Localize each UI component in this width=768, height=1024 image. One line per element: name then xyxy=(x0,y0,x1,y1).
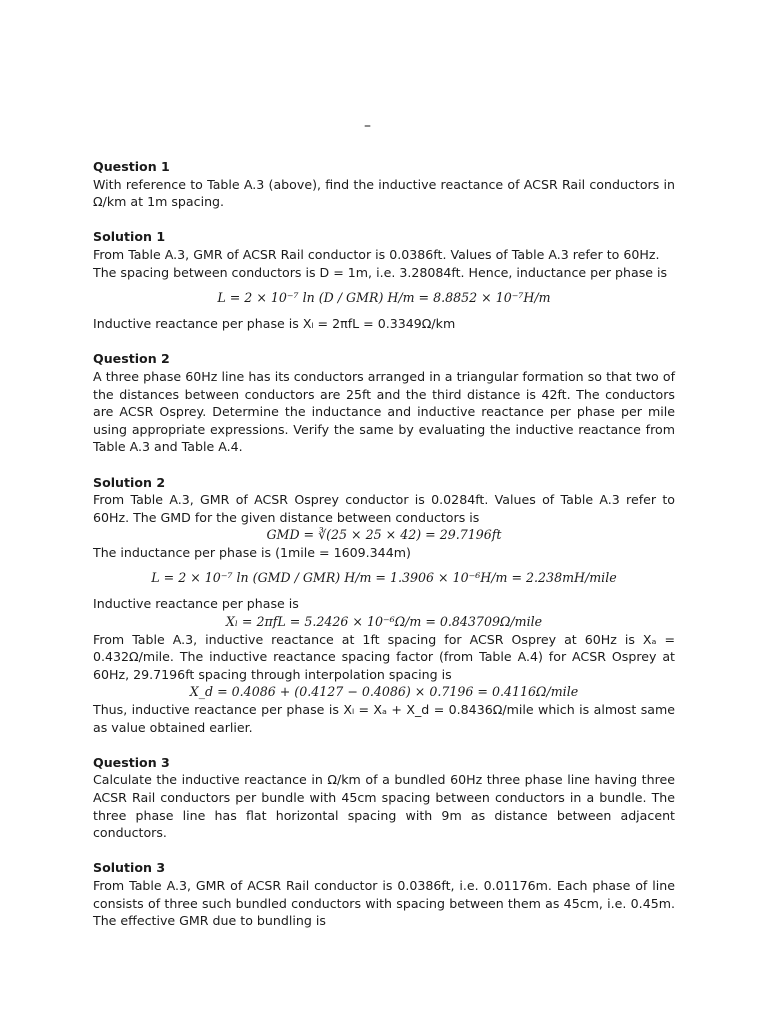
question-3-body: Calculate the inductive reactance in Ω/km of a bundled 60Hz three phase line having three ACSR Rail conductors per bundle with 45cm spacing between conductors in a bundle. The three phase line has flat horizontal spacing with 9m as distance between adjacent conductors. xyxy=(93,772,675,841)
solution-1-line-3: Inductive reactance per phase is Xₗ = 2πfL = 0.3349Ω/km xyxy=(93,316,456,332)
document-body xyxy=(93,158,675,947)
solution-2-title: Solution 2 xyxy=(93,474,166,490)
solution-1-line-1: From Table A.3, GMR of ACSR Rail conductor is 0.0386ft. Values of Table A.3 refer to 60Hz. xyxy=(93,246,660,262)
solution-2-line-2: The inductance per phase is (1mile = 1609.344m) xyxy=(93,544,411,560)
solution-2-equation-inductance: L = 2 × 10⁻⁷ ln (GMD / GMR) H/m = 1.3906 × 10⁻⁶H/m = 2.238mH/mile xyxy=(151,570,617,586)
solution-3 xyxy=(93,859,675,929)
solution-2-line-3: Inductive reactance per phase is xyxy=(93,596,299,612)
solution-2-line-1: From Table A.3, GMR of ACSR Osprey conductor is 0.0284ft. Values of Table A.3 refer to 60Hz. The GMD for the given distance between conductors is xyxy=(93,492,675,525)
solution-2 xyxy=(93,474,675,737)
question-2-title: Question 2 xyxy=(93,351,170,367)
question-1-body: With reference to Table A.3 (above), find the inductive reactance of ACSR Rail conductors in Ω/km at 1m spacing. xyxy=(93,176,675,210)
question-3 xyxy=(93,754,675,842)
solution-1-line-2: The spacing between conductors is D = 1m, i.e. 3.28084ft. Hence, inductance per phase is xyxy=(93,264,668,280)
question-3-title: Question 3 xyxy=(93,754,170,770)
solution-1-title: Solution 1 xyxy=(93,229,166,245)
solution-1 xyxy=(93,228,675,332)
solution-3-title: Solution 3 xyxy=(93,860,166,876)
question-1-title: Question 1 xyxy=(93,159,170,174)
solution-2-line-4: From Table A.3, inductive reactance at 1ft spacing for ACSR Osprey at 60Hz is Xₐ = 0.432Ω/mile. The inductive reactance spacing factor (from Table A.4) for ACSR Osprey at 60Hz, 29.7196ft spacing through interpolation spacing is xyxy=(93,631,675,682)
question-2 xyxy=(93,350,675,456)
solution-1-equation-inductance: L = 2 × 10⁻⁷ ln (D / GMR) H/m = 8.8852 × 10⁻⁷H/m xyxy=(217,290,551,306)
solution-2-equation-reactance: Xₗ = 2πfL = 5.2426 × 10⁻⁶Ω/m = 0.843709Ω/mile xyxy=(225,614,543,630)
question-1 xyxy=(93,158,675,211)
solution-2-line-5: Thus, inductive reactance per phase is Xₗ = Xₐ + X_d = 0.8436Ω/mile which is almost same as value obtained earlier. xyxy=(93,702,675,735)
solution-2-equation-gmd: GMD = ∛(25 × 25 × 42) = 29.7196ft xyxy=(266,527,502,543)
question-2-body: A three phase 60Hz line has its conductors arranged in a triangular formation so that two of the distances between conductors are 25ft and the third distance is 42ft. The conductors are ACSR Osprey. Determine the inductance and inductive reactance per phase per mile using appropriate expressions. Verify the same by evaluating the inductive reactance from Table A.3 and Table A.4. xyxy=(93,368,675,455)
header-dash: – xyxy=(364,118,371,134)
solution-3-body: From Table A.3, GMR of ACSR Rail conductor is 0.0386ft, i.e. 0.01176m. Each phase of line consists of three such bundled conductors with spacing between them as 45cm, i.e. 0.45m. The effective GMR due to bundling is xyxy=(93,877,675,929)
solution-2-equation-spacing-factor: X_d = 0.4086 + (0.4127 − 0.4086) × 0.7196 = 0.4116Ω/mile xyxy=(189,684,579,700)
